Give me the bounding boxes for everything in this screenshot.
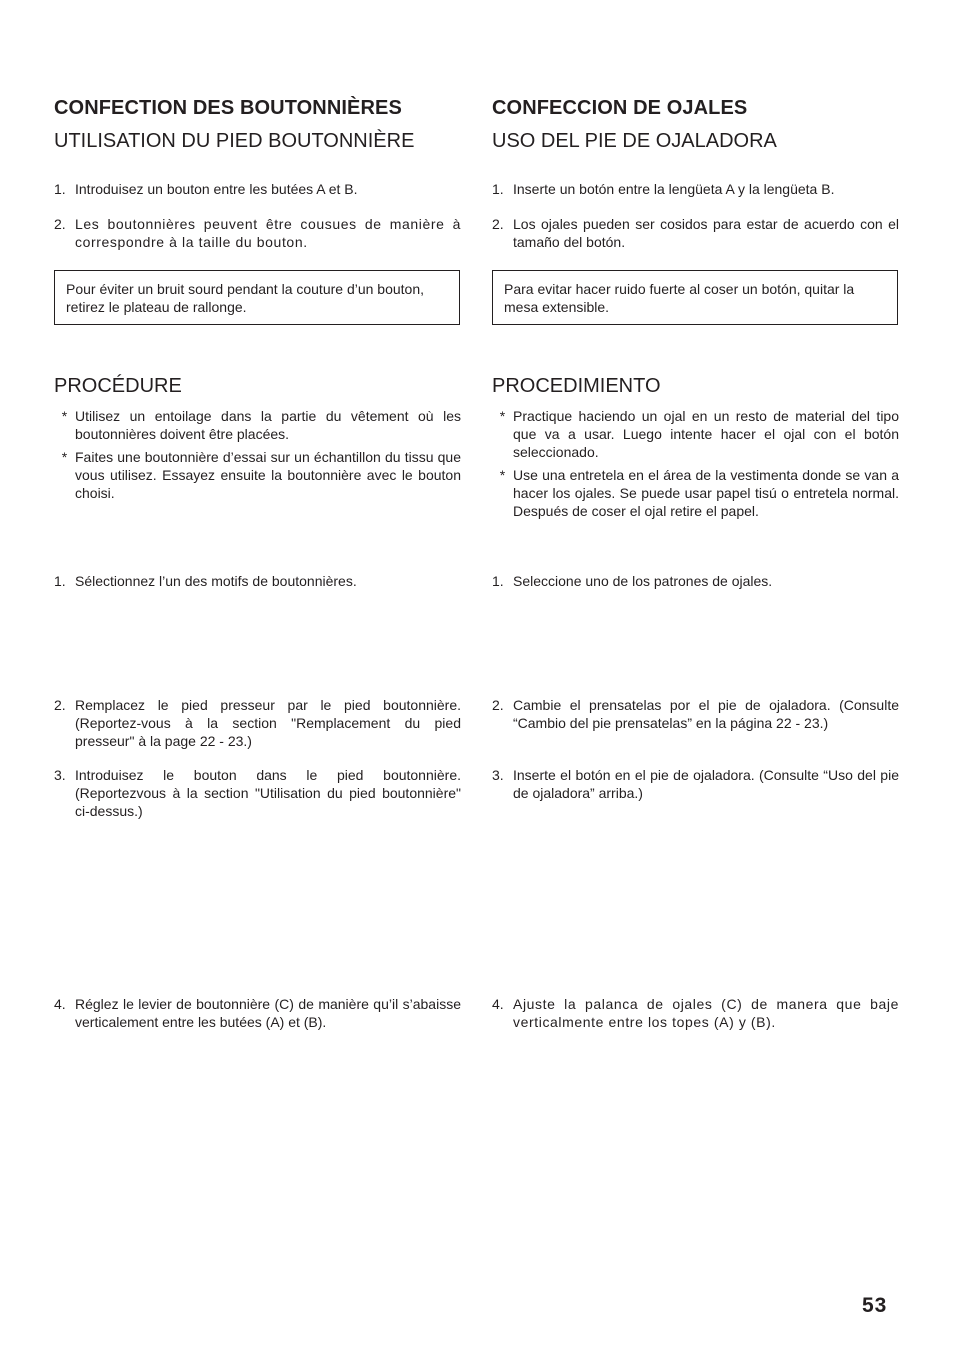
note-box-es: Para evitar hacer ruido fuerte al coser un botón, quitar la mesa extensible.: [492, 270, 898, 325]
list-item: 1. Inserte un botón entre la lengüeta A y la lengüeta B.: [492, 181, 835, 197]
page-number: 53: [862, 1294, 888, 1317]
french-column: [54, 0, 461, 1350]
list-item: 4. Réglez le levier de boutonnière (C) de manière qu’il s’abaisse verticalement entre les butées (A) et (B).: [54, 996, 461, 1030]
section-subtitle-es: USO DEL PIE DE OJALADORA: [492, 130, 777, 152]
list-item: 1. Introduisez un bouton entre les butées A et B.: [54, 181, 358, 197]
list-item: 1. Seleccione uno de los patrones de ojales.: [492, 573, 773, 589]
list-item: 3. Introduisez le bouton dans le pied boutonnière. (Reportezvous à la section "Utilisation du pied boutonnière" ci-dessus.): [54, 767, 461, 819]
bullet-list-fr: [54, 407, 461, 502]
list-item: 2. Cambie el prensatelas por el pie de ojaladora. (Consulte “Cambio del pie prensatelas” en la página 22 - 23.): [492, 697, 899, 731]
list-item: 2. Remplacez le pied presseur par le pied boutonnière. (Reportez-vous à la section "Remplacement du pied presseur" à la page 22 - 23.): [54, 697, 461, 749]
list-item: 2. Los ojales pueden ser cosidos para estar de acuerdo con el tamaño del botón.: [492, 216, 899, 250]
section-title-fr: CONFECTION DES BOUTONNIÈRES: [54, 97, 402, 119]
list-item: 4. Ajuste la palanca de ojales (C) de manera que baje verticalmente entre los topes (A) y (B).: [492, 996, 899, 1030]
list-item: * Practique haciendo un ojal en un resto de material del tipo que va a usar. Luego intente hacer el ojal con el botón seleccionado.: [499, 408, 899, 460]
section-title-es: CONFECCION DE OJALES: [492, 97, 748, 119]
list-item: * Faites une boutonnière d’essai sur un échantillon du tissu que vous utilisez. Essayez ensuite la boutonnière avec le bouton choisi.: [61, 449, 461, 501]
list-item: * Use una entretela en el área de la vestimenta donde se van a hacer los ojales. Se puede usar papel tisú o entretela normal. Después de coser el ojal retire el papel.: [499, 467, 899, 519]
procedure-heading-es: PROCEDIMIENTO: [492, 375, 661, 397]
note-box-fr: Pour éviter un bruit sourd pendant la couture d’un bouton, retirez le plateau de rallonge.: [54, 270, 460, 325]
section-subtitle-fr: UTILISATION DU PIED BOUTONNIÈRE: [54, 130, 415, 152]
list-item: 2. Les boutonnières peuvent être cousues de manière à correspondre à la taille du bouton.: [54, 216, 461, 250]
spanish-column: [492, 0, 899, 1350]
list-item: 1. Sélectionnez l’un des motifs de boutonnières.: [54, 573, 357, 589]
procedure-heading-fr: PROCÉDURE: [54, 375, 182, 397]
list-item: 3. Inserte el botón en el pie de ojaladora. (Consulte “Uso del pie de ojaladora” arriba.): [492, 767, 899, 801]
bullet-list-es: [492, 407, 899, 520]
list-item: * Utilisez un entoilage dans la partie du vêtement où les boutonnières doivent être placées.: [61, 408, 461, 442]
